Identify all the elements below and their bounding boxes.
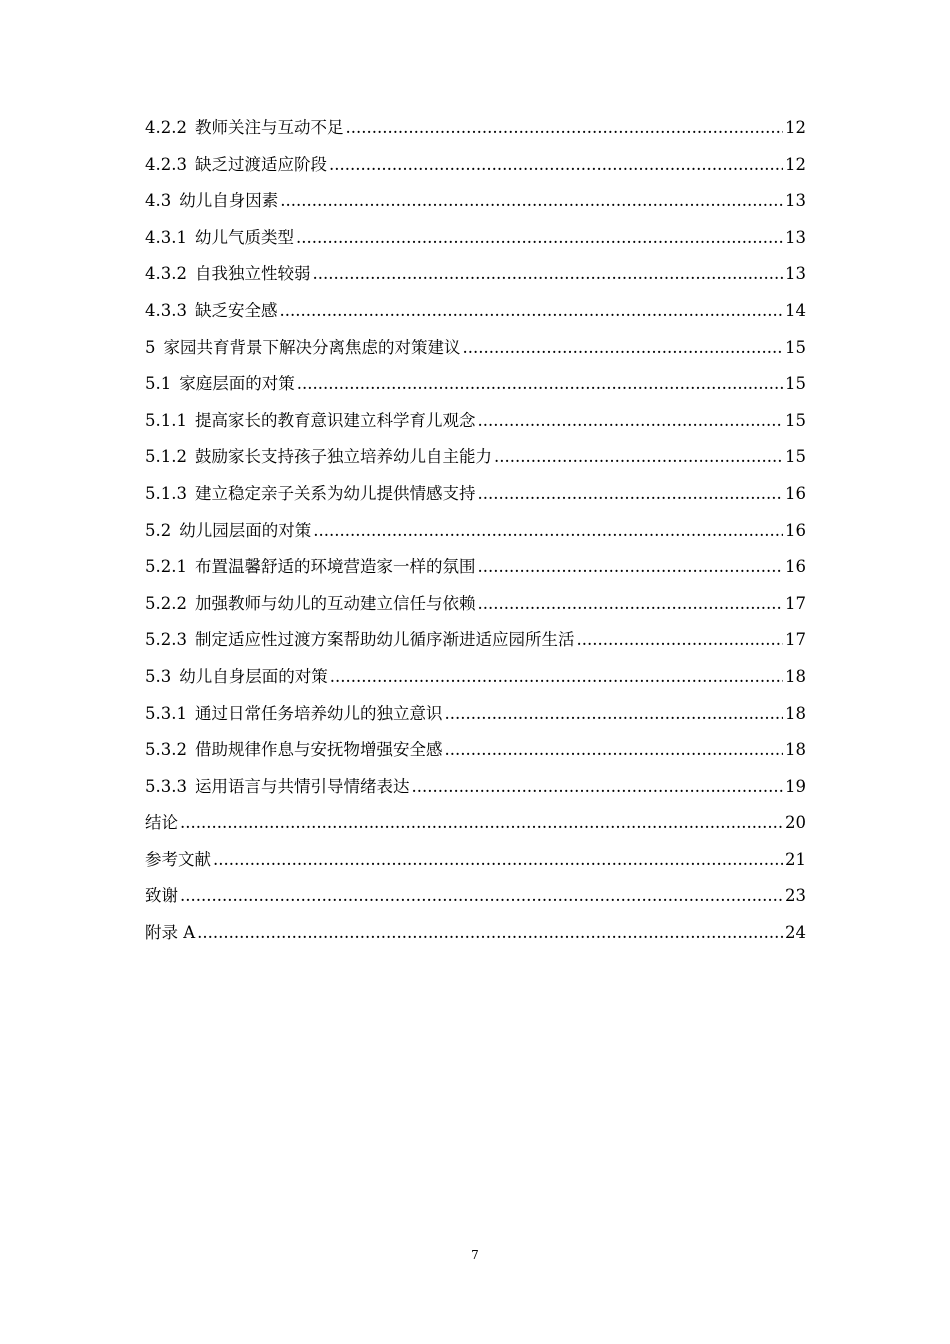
toc-dot-leader (330, 663, 783, 691)
toc-entry-page: 12 (785, 154, 806, 174)
toc-dot-leader (213, 846, 783, 874)
toc-dot-leader (477, 553, 783, 581)
toc-entry-title (145, 187, 278, 215)
toc-entry-title (145, 773, 409, 801)
toc-entry-title (145, 809, 178, 837)
toc-entry-page: 15 (785, 337, 806, 357)
toc-dot-leader (576, 626, 783, 654)
toc-entry-page: 15 (785, 410, 806, 430)
toc-entry-title (145, 334, 461, 362)
toc-dot-leader (312, 260, 783, 288)
toc-entry-title (145, 297, 277, 325)
toc-entry-number: 4.3.3 (145, 300, 187, 320)
toc-entry[interactable] (145, 407, 806, 444)
toc-entry-number: 5.1.3 (145, 483, 187, 503)
toc-entry-number: 5.3.1 (145, 703, 187, 723)
toc-entry-text: 建立稳定亲子关系为幼儿提供情感支持 (194, 483, 476, 503)
toc-entry[interactable] (145, 334, 806, 371)
toc-entry-text: 家园共育背景下解决分离焦虑的对策建议 (163, 337, 461, 357)
toc-entry-title (145, 590, 475, 618)
toc-entry[interactable] (145, 517, 806, 554)
toc-entry-page: 20 (785, 813, 806, 833)
toc-entry-number: 5.3 (145, 666, 172, 686)
toc-entry-text: 幼儿气质类型 (194, 227, 294, 247)
toc-entry-text: 加强教师与幼儿的互动建立信任与依赖 (194, 593, 476, 613)
toc-dot-leader (313, 517, 783, 545)
toc-entry-number: 5.3.3 (145, 776, 187, 796)
toc-dot-leader (477, 480, 783, 508)
toc-dot-leader (444, 700, 783, 728)
toc-entry-title (145, 882, 178, 910)
toc-entry-number: 4.2.2 (145, 118, 187, 137)
toc-entry-text: 通过日常任务培养幼儿的独立意识 (194, 703, 443, 723)
toc-entry[interactable] (145, 370, 806, 407)
toc-entry-number: 5.2.2 (145, 593, 187, 613)
toc-entry[interactable] (145, 224, 806, 261)
toc-dot-leader (197, 919, 783, 947)
toc-entry-page: 16 (785, 520, 806, 540)
toc-entry-number: 4.3.1 (145, 227, 187, 247)
toc-entry-page: 13 (785, 264, 806, 284)
toc-entry-page: 15 (785, 374, 806, 394)
toc-entry-title (145, 407, 475, 435)
toc-entry[interactable] (145, 151, 806, 188)
toc-entry-number: 5.3.2 (145, 740, 187, 760)
toc-entry-title (145, 480, 475, 508)
toc-entry-page: 15 (785, 447, 806, 467)
toc-entry-title (145, 224, 294, 252)
toc-entry-text: 幼儿自身因素 (179, 191, 279, 211)
toc-entry-number: 4.3.2 (145, 264, 187, 284)
toc-entry[interactable] (145, 736, 806, 773)
toc-entry-text: 结论 (145, 813, 178, 833)
toc-entry-title (145, 260, 310, 288)
toc-entry[interactable] (145, 773, 806, 810)
toc-dot-leader (477, 590, 783, 618)
toc-entry-number: 4.3 (145, 191, 172, 211)
toc-entry-number: 5.2.1 (145, 557, 187, 577)
toc-entry-number: 5.1.1 (145, 410, 187, 430)
toc-dot-leader (444, 736, 783, 764)
toc-entry-number: 5 (145, 337, 156, 357)
toc-entry-text: 家庭层面的对策 (179, 374, 295, 394)
toc-entry-page: 16 (785, 557, 806, 577)
toc-entry-page: 17 (785, 630, 806, 650)
toc-entry-title (145, 846, 211, 874)
toc-entry-text: 附录 A (145, 923, 196, 943)
toc-dot-leader (297, 370, 783, 398)
toc-entry-title (145, 663, 328, 691)
toc-entry-title (145, 626, 574, 654)
toc-entry-page: 13 (785, 227, 806, 247)
toc-entry-text: 缺乏安全感 (194, 300, 278, 320)
toc-entry-text: 运用语言与共情引导情绪表达 (194, 776, 410, 796)
toc-dot-leader (411, 773, 783, 801)
toc-entry-page: 23 (785, 886, 806, 906)
toc-dot-leader (494, 443, 783, 471)
toc-entry-text: 布置温馨舒适的环境营造家一样的氛围 (194, 557, 476, 577)
toc-entry-text: 制定适应性过渡方案帮助幼儿循序渐进适应园所生活 (194, 630, 575, 650)
toc-entry-page: 19 (785, 776, 806, 796)
toc-entry[interactable] (145, 297, 806, 334)
toc-entry[interactable] (145, 882, 806, 919)
toc-entry[interactable] (145, 443, 806, 480)
toc-entry[interactable] (145, 114, 806, 151)
toc-entry-text: 参考文献 (145, 849, 211, 869)
toc-entry-title (145, 919, 195, 947)
page-footer (0, 1248, 950, 1262)
toc-entry-page: 18 (785, 740, 806, 760)
toc-dot-leader (180, 809, 783, 837)
toc-entry[interactable] (145, 553, 806, 590)
toc-entry-text: 教师关注与互动不足 (194, 118, 344, 137)
toc-dot-leader (463, 334, 784, 362)
toc-entry-page: 18 (785, 703, 806, 723)
toc-entry-title (145, 553, 475, 581)
page-number: 7 (471, 1248, 479, 1262)
toc-entry-page: 12 (785, 118, 806, 137)
toc-entry-number: 5.1.2 (145, 447, 187, 467)
toc-entry-page: 17 (785, 593, 806, 613)
toc-entry-text: 缺乏过渡适应阶段 (194, 154, 327, 174)
toc-entry-page: 24 (785, 923, 806, 943)
toc-entry-text: 自我独立性较弱 (194, 264, 311, 284)
toc-entry-title (145, 700, 442, 728)
toc-entry-number: 4.2.3 (145, 154, 187, 174)
toc-dot-leader (180, 882, 783, 910)
toc-entry[interactable] (145, 590, 806, 627)
toc-entry[interactable] (145, 700, 806, 737)
toc-entry-text: 鼓励家长支持孩子独立培养幼儿自主能力 (194, 447, 492, 467)
toc-entry[interactable] (145, 480, 806, 517)
toc-entry-number: 5.1 (145, 374, 172, 394)
toc-entry-text: 致谢 (145, 886, 178, 906)
toc-entry-title (145, 151, 327, 179)
toc-entry-page: 18 (785, 666, 806, 686)
toc-entry[interactable] (145, 919, 806, 956)
toc-entry-text: 借助规律作息与安抚物增强安全感 (194, 740, 443, 760)
toc-entry[interactable] (145, 187, 806, 224)
toc-entry-text: 幼儿园层面的对策 (179, 520, 312, 540)
toc-entry-title (145, 370, 295, 398)
toc-entry-number: 5.2 (145, 520, 172, 540)
toc-dot-leader (279, 297, 783, 325)
toc-entry[interactable] (145, 846, 806, 883)
toc-entry-page: 13 (785, 191, 806, 211)
toc-entry-text: 提高家长的教育意识建立科学育儿观念 (194, 410, 476, 430)
toc-entry[interactable] (145, 663, 806, 700)
toc-entry-title (145, 517, 311, 545)
toc-entry[interactable] (145, 260, 806, 297)
table-of-contents (145, 114, 806, 956)
toc-entry-title (145, 736, 442, 764)
toc-entry-page: 16 (785, 483, 806, 503)
toc-dot-leader (296, 224, 783, 252)
toc-entry-text: 幼儿自身层面的对策 (179, 666, 328, 686)
toc-dot-leader (280, 187, 783, 215)
toc-entry-number: 5.2.3 (145, 630, 187, 650)
toc-dot-leader (477, 407, 783, 435)
toc-entry-page: 21 (785, 849, 806, 869)
toc-dot-leader (329, 151, 783, 179)
toc-entry-title (145, 443, 492, 471)
toc-entry-page: 14 (785, 300, 806, 320)
toc-entry[interactable] (145, 809, 806, 846)
toc-entry-title (145, 114, 343, 142)
toc-entry[interactable] (145, 626, 806, 663)
toc-dot-leader (345, 114, 783, 142)
